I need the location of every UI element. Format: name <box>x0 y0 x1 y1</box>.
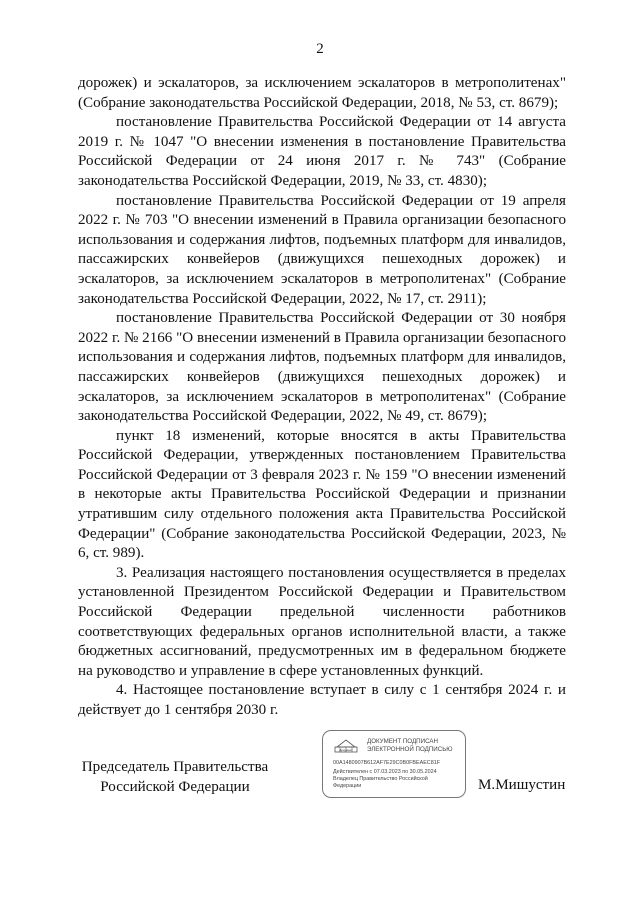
paragraph-0: дорожек) и эскалаторов, за исключением эскалаторов в метрополитенах" (Собрание законодательства Российской Федерации, 2018, № 53, ст. 8679); <box>78 75 566 111</box>
signatory-position <box>80 758 270 797</box>
page-number: 2 <box>316 41 324 57</box>
government-emblem-icon <box>333 737 359 754</box>
paragraph-4: пункт 18 изменений, которые вносятся в акты Правительства Российской Федерации, утвержденных постановлением Правительства Российской Федерации от 3 февраля 2023 г. № 159 "О внесении изменений в некоторые акты Правительства Российской Федерации и признании утратившим силу отдельного положения акта Правительства Российской Федерации" (Собрание законодательства Российской Федерации, 2023, № 6, ст. 989). <box>78 427 566 562</box>
electronic-signature-stamp <box>322 730 466 798</box>
stamp-owner-line2: Федерации <box>333 783 362 789</box>
stamp-owner-line1: Владелец Правительство Российской <box>333 776 428 782</box>
paragraph-6: 4. Настоящее постановление вступает в силу с 1 сентября 2024 г. и действует до 1 сентября 2030 г. <box>78 682 566 718</box>
stamp-title: ДОКУМЕНТ ПОДПИСАН ЭЛЕКТРОННОЙ ПОДПИСЬЮ <box>367 738 453 753</box>
paragraph-3: постановление Правительства Российской Федерации от 30 ноября 2022 г. № 2166 "О внесении изменений в Правила организации безопасного использования и содержания лифтов, подъемных платформ для инвалидов, пассажирских конвейеров (движущихся пешеходных дорожек) и эскалаторов, за исключением эскалаторов в метрополитенах" (Собрание законодательства Российской Федерации, 2022, № 49, ст. 8679); <box>78 310 567 425</box>
stamp-validity: Действителен с 07.03.2023 по 30.05.2024 <box>333 769 437 775</box>
paragraph-2: постановление Правительства Российской Федерации от 19 апреля 2022 г. № 703 "О внесении изменений в Правила организации безопасного использования и содержания лифтов, подъемных платформ для инвалидов, пассажирских конвейеров (движущихся пешеходных дорожек) и эскалаторов, за исключением эскалаторов в метрополитенах" (Собрание законодательства Российской Федерации, 2022, № 17, ст. 2911); <box>78 192 566 307</box>
document-body <box>78 74 566 721</box>
emblem-caption: Документ <box>339 748 353 752</box>
signatory-position-line2: Российской Федерации <box>100 778 250 795</box>
signatory-name: М.Мишустин <box>478 777 566 793</box>
paragraph-5: 3. Реализация настоящего постановления осуществляется в пределах установленной Президентом Российской Федерации и Правительством Российской Федерации предельной численности работников соответствующих федеральных органов исполнительной власти, а также бюджетных ассигнований, предусмотренных им в федеральном бюджете на руководство и управление в сфере установленных функций. <box>78 564 566 679</box>
paragraph-1: постановление Правительства Российской Федерации от 14 августа 2019 г. № 1047 "О внесении изменения в постановление Правительства Российской Федерации от 24 июня 2017 г. № 743" (Собрание законодательства Российской Федерации, 2019, № 33, ст. 4830); <box>78 114 566 189</box>
stamp-serial: 00A1480907B612AF7E29C0B0FBEAEC81F <box>333 760 440 766</box>
signatory-position-line1: Председатель Правительства <box>81 759 269 775</box>
